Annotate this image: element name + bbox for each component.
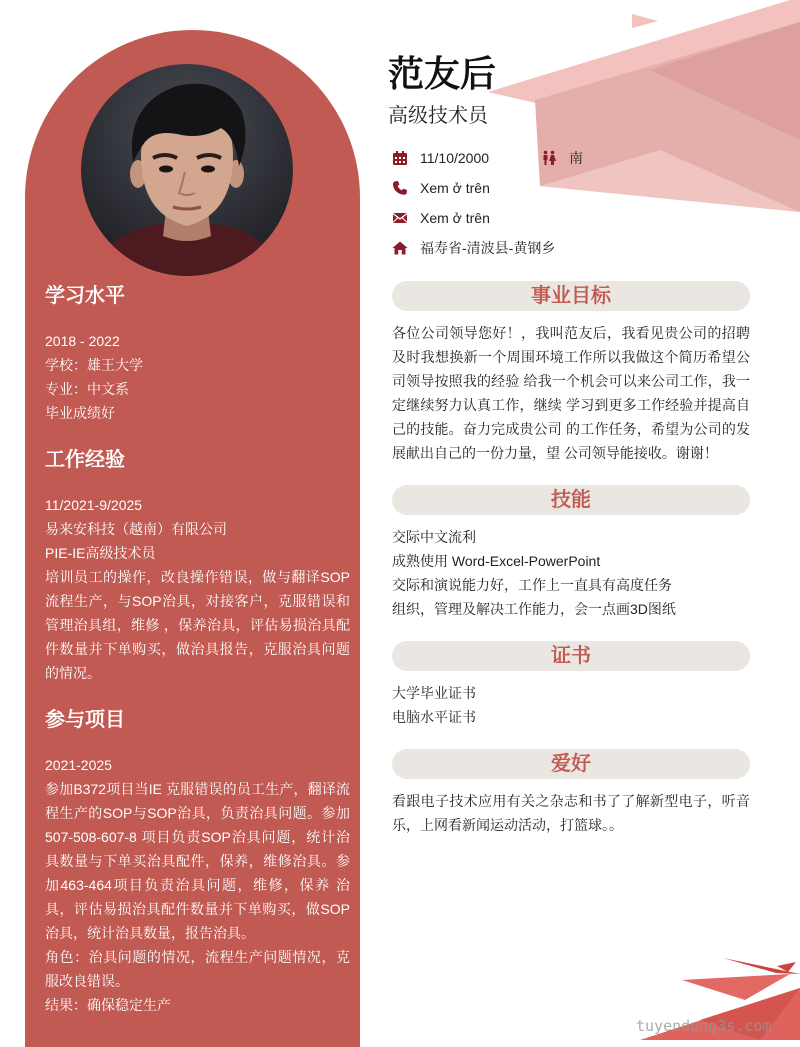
email-value: Xem ở trên — [420, 210, 490, 226]
experience-position: PIE-IE高级技术员 — [45, 545, 156, 561]
experience-description-line: 管理治具组，维修 ，保养治具，评估易损治具配 — [45, 617, 350, 633]
objective-line: 定继续努力认真工作，继续 学习到更多工作经验并提高自 — [392, 397, 750, 413]
contact-row-address — [392, 233, 750, 263]
projects-description-line: 治具，统计治具数量，报告治具。 — [45, 925, 255, 941]
certificate-item: 电脑水平证书 — [392, 709, 476, 725]
avatar-image — [81, 64, 293, 276]
calendar-icon — [392, 150, 408, 166]
projects-description-line: 具数量与下单买治具配件，保养，维修治具。参 — [45, 853, 350, 869]
education-period: 2018 - 2022 — [45, 333, 120, 349]
address-value: 福寿省-清波县-黄钢乡 — [420, 240, 556, 256]
certificate-item: 大学毕业证书 — [392, 685, 476, 701]
projects-description-line: 程生产的SOP与SOP治具，负责治具问题。参加 — [45, 805, 350, 821]
envelope-icon — [392, 210, 408, 226]
experience-section — [45, 448, 350, 685]
education-grade: 毕业成绩好 — [45, 405, 115, 421]
projects-description-line: 加463-464项目负责治具问题，维修，保养 治 — [45, 877, 350, 893]
contact-row-phone — [392, 173, 750, 203]
phone-icon — [392, 180, 408, 196]
projects-result: 结果：确保稳定生产 — [45, 997, 171, 1013]
hobbies-line: 乐，上网看新闻运动活动，打篮球。。 — [392, 817, 623, 833]
gender-icon — [541, 150, 557, 166]
skills-heading: 技能 — [392, 485, 750, 515]
projects-heading: 参与项目 — [45, 709, 125, 731]
hobbies-heading: 爱好 — [392, 749, 750, 779]
experience-description-line: 培训员工的操作，改良操作错误，做与翻译SOP — [45, 569, 350, 585]
sidebar-content — [45, 284, 350, 1017]
experience-heading: 工作经验 — [45, 449, 125, 471]
objective-line: 己的技能。奋力完成贵公司 的工作任务，希望为公司的发 — [392, 421, 750, 437]
education-major: 专业：中文系 — [45, 381, 129, 397]
projects-role-line: 角色：治具问题的情况，流程生产问题情况，克 — [45, 949, 350, 965]
objective-line: 各位公司领导您好！，我叫范友后，我看见贵公司的招聘 — [392, 325, 750, 341]
projects-description-line: 具，评估易损治具配件数量并下单购买，做SOP — [45, 901, 350, 917]
education-heading: 学习水平 — [45, 285, 125, 307]
hobbies-section — [392, 749, 750, 837]
skill-item: 组织，管理及解决工作能力，会一点画3D图纸 — [392, 601, 676, 617]
avatar-photo — [81, 64, 293, 276]
gender-value: 南 — [569, 150, 583, 166]
objective-section — [392, 281, 750, 465]
skill-item: 交际和演说能力好，工作上一直具有高度任务 — [392, 577, 672, 593]
objective-heading: 事业目标 — [392, 281, 750, 311]
decor-triangle-bottom — [682, 974, 790, 1000]
experience-description-line: 的情况。 — [45, 665, 101, 681]
experience-company: 易来安科技（越南）有限公司 — [45, 521, 227, 537]
skills-section — [392, 485, 750, 621]
projects-section — [45, 708, 350, 1017]
watermark: tuyendung3s.com — [636, 1017, 772, 1035]
objective-line: 展献出自己的一份力量，望 公司领导能接收。谢谢！ — [392, 445, 718, 461]
objective-line: 司领导按照我的经验 给我一个机会可以来公司工作，我一 — [392, 373, 750, 389]
experience-description-line: 件数量并下单购买，做治具报告，克服治具问题 — [45, 641, 350, 657]
hobbies-line: 看跟电子技术应用有关之杂志和书了了解新型电子，听音 — [392, 793, 750, 809]
certificates-section — [392, 641, 750, 729]
candidate-job-title: 高级技术员 — [388, 105, 488, 127]
projects-description-line: 507-508-607-8 项目负责SOP治具问题，统计治 — [45, 829, 350, 845]
candidate-name: 范友后 — [388, 53, 497, 94]
skill-item: 交际中文流利 — [392, 529, 476, 545]
projects-period: 2021-2025 — [45, 757, 112, 773]
birthday-value: 11/10/2000 — [420, 150, 490, 166]
phone-value: Xem ở trên — [420, 180, 490, 196]
experience-period: 11/2021-9/2025 — [45, 497, 143, 513]
contact-row-birthday — [392, 143, 750, 173]
main-content — [392, 281, 750, 837]
experience-description-line: 流程生产，与SOP治具，对接客户，克服错误和 — [45, 593, 350, 609]
education-school: 学校：雄王大学 — [45, 357, 143, 373]
decor-triangle-top — [632, 14, 658, 28]
education-section — [45, 284, 350, 425]
contact-row-email — [392, 203, 750, 233]
skill-item: 成熟使用 Word-Excel-PowerPoint — [392, 553, 601, 569]
objective-line: 及时我想换新一个周围环境工作所以我做这个简历希望公 — [392, 349, 750, 365]
sidebar — [25, 30, 360, 1047]
certificates-heading: 证书 — [392, 641, 750, 671]
contact-info — [392, 143, 750, 263]
projects-role-line: 服改良错误。 — [45, 973, 129, 989]
home-icon — [392, 240, 408, 256]
projects-description-line: 参加B372项目当IE 克服错误的员工生产，翻译流 — [45, 781, 350, 797]
